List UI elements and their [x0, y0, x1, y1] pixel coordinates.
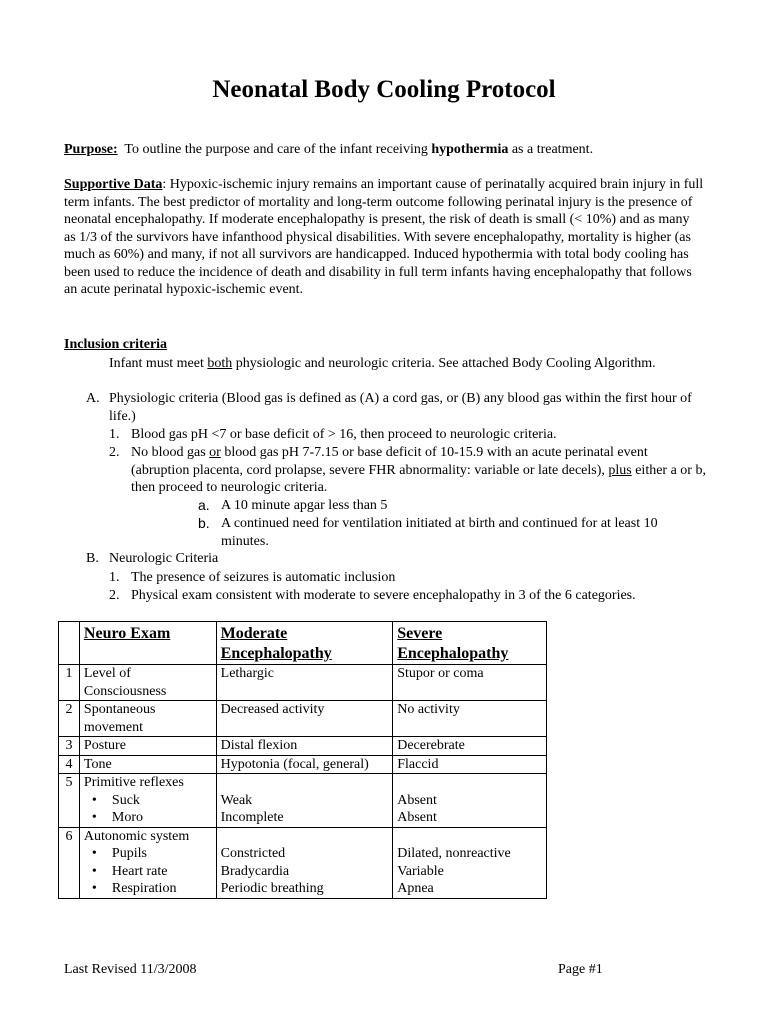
row-number: 3	[59, 737, 80, 756]
row-sub-moderate: Weak	[220, 792, 253, 808]
row-moderate	[216, 774, 393, 828]
table-header-neuro-exam: Neuro Exam	[79, 622, 216, 665]
table-row	[59, 665, 547, 701]
purpose-bold: hypothermia	[431, 142, 509, 157]
purpose-text: To outline the purpose and care of the infant receiving	[124, 142, 428, 157]
criteria-b-item: The presence of seizures is automatic inclusion	[131, 570, 396, 585]
row-sub-moderate: Periodic breathing	[220, 881, 324, 896]
purpose-paragraph	[64, 141, 700, 159]
row-moderate	[216, 827, 393, 898]
criteria-a-item: Blood gas pH <7 or base deficit of > 16, then proceed to neurologic criteria.	[131, 427, 557, 442]
table-row	[59, 774, 547, 828]
table-row	[59, 755, 547, 774]
row-sub-moderate: Incomplete	[220, 810, 284, 825]
row-number: 4	[59, 755, 80, 774]
row-sub-moderate: Constricted	[220, 846, 286, 861]
row-exam-label: Autonomic system	[83, 828, 190, 844]
supportive-text: : Hypoxic-ischemic injury remains an important cause of perinatally acquired brain injury in full term infants. The best predictor of mortality and long-term outcome following perinatal injury is the presence of neonatal encephalopathy. If moderate encephalopathy is present, the risk of death is small (< 10%) and as many as 1/3 of the survivors have infanthood physical disabilities. With severe encephalopathy, mortality is higher (as much as 60%) and many, if not all survivors are handicapped. Induced hypothermia with total body cooling has been used to reduce the incidence of death and disability in full term infants having encephalopathy that follows an acute perinatal hypoxic-ischemic event.	[64, 177, 704, 297]
supportive-paragraph	[64, 176, 704, 299]
sub-item: A continued need for ventilation initiated at birth and continued for at least 10 minutes.	[221, 516, 658, 549]
row-sub-severe: Variable	[397, 863, 444, 879]
criteria-b-letter: B.	[86, 551, 99, 566]
row-sub-item: • Heart rate	[84, 863, 216, 881]
row-severe	[393, 774, 547, 828]
purpose-label: Purpose:	[64, 142, 118, 157]
row-exam: Level of Consciousness	[79, 665, 216, 701]
footer-revised-date: Last Revised 11/3/2008	[64, 962, 197, 977]
neuro-exam-table	[58, 621, 547, 899]
table-header-moderate: Moderate Encephalopathy	[216, 622, 393, 665]
row-moderate: Decreased activity	[216, 701, 393, 737]
row-number: 2	[59, 701, 80, 737]
supportive-label: Supportive Data	[64, 177, 163, 192]
row-severe: Stupor or coma	[393, 665, 547, 701]
row-sub-severe: Absent	[397, 792, 437, 808]
row-sub-item: • Pupils	[84, 845, 216, 863]
row-number: 1	[59, 665, 80, 701]
inclusion-intro-text-end: physiologic and neurologic criteria. See attached Body Cooling Algorithm.	[235, 356, 656, 371]
criteria-b-item: Physical exam consistent with moderate to severe encephalopathy in 3 of the 6 categories.	[131, 588, 636, 603]
item-text: blood gas pH 7-7.15 or base deficit of 10-15.9 with an acute perinatal event (abruption placenta, cord prolapse, severe FHR abnormality: variable or late decels),	[131, 445, 648, 478]
row-sub-item: • Suck	[84, 792, 216, 810]
inclusion-intro-emphasis: both	[207, 356, 233, 371]
row-sub-item: • Moro	[84, 809, 216, 827]
sub-item-letter: a.	[198, 497, 210, 513]
table-header-severe: Severe Encephalopathy	[393, 622, 547, 665]
row-moderate: Distal flexion	[216, 737, 393, 756]
item-text: either a or b, then proceed to neurologic criteria.	[131, 462, 706, 495]
purpose-text-end: as a treatment.	[511, 142, 594, 157]
row-severe: Decerebrate	[393, 737, 547, 756]
table-row	[59, 737, 547, 756]
row-sub-severe: Dilated, nonreactive	[397, 846, 511, 861]
page-title: Neonatal Body Cooling Protocol	[212, 76, 556, 103]
row-exam: Tone	[79, 755, 216, 774]
sub-item: A 10 minute apgar less than 5	[221, 498, 388, 513]
criteria-a-item-num: 1.	[109, 427, 120, 442]
criteria-b-item-num: 1.	[109, 570, 120, 585]
row-sub-severe: Apnea	[397, 881, 434, 896]
row-sub-severe: Absent	[397, 810, 437, 825]
criteria-b-text: Neurologic Criteria	[109, 551, 219, 566]
row-sub-moderate: Bradycardia	[220, 863, 290, 879]
row-moderate: Lethargic	[216, 665, 393, 701]
criteria-a-item-num: 2.	[109, 445, 120, 460]
row-number: 6	[59, 827, 80, 898]
table-header-number	[59, 622, 80, 665]
inclusion-intro-text: Infant must meet	[109, 356, 204, 371]
row-severe	[393, 827, 547, 898]
inclusion-heading: Inclusion criteria	[64, 337, 168, 352]
table-row	[59, 827, 547, 898]
item-emphasis: or	[209, 445, 221, 460]
row-number: 5	[59, 774, 80, 828]
criteria-a-item	[131, 444, 709, 497]
inclusion-intro	[109, 355, 709, 373]
row-severe: Flaccid	[393, 755, 547, 774]
row-exam: Posture	[79, 737, 216, 756]
row-sub-item: • Respiration	[84, 880, 216, 898]
row-exam-label: Primitive reflexes	[83, 775, 184, 790]
row-exam: Spontaneous movement	[79, 701, 216, 737]
criteria-a-text: Physiologic criteria (Blood gas is defined as (A) a cord gas, or (B) any blood gas within the first hour of life.)	[109, 391, 692, 424]
footer-page-number: Page #1	[558, 962, 603, 977]
item-emphasis: plus	[608, 462, 632, 478]
row-exam	[79, 774, 216, 828]
row-exam	[79, 827, 216, 898]
row-moderate: Hypotonia (focal, general)	[216, 755, 393, 774]
row-severe: No activity	[393, 701, 547, 737]
table-row	[59, 701, 547, 737]
table-header-row	[59, 622, 547, 665]
criteria-b-item-num: 2.	[109, 588, 120, 603]
sub-item-letter: b.	[198, 515, 210, 531]
criteria-a-letter: A.	[86, 391, 100, 406]
item-text: No blood gas	[131, 445, 206, 460]
